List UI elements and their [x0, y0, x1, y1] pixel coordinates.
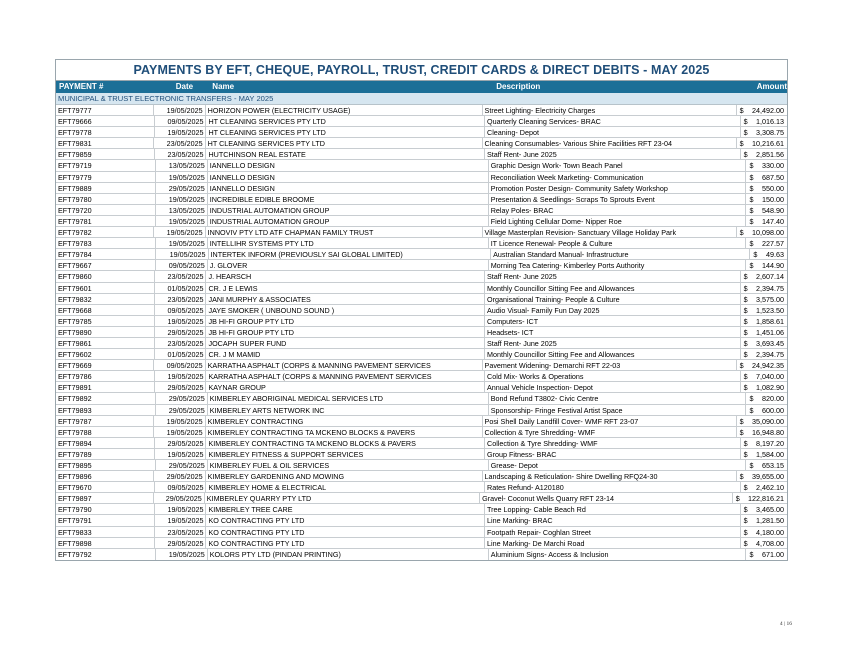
name-cell: JB HI-FI GROUP PTY LTD — [206, 316, 485, 326]
payment-number-cell: EFT79895 — [56, 460, 156, 470]
currency-cell: $ — [735, 494, 740, 504]
description-cell: Group Fitness- BRAC — [485, 449, 741, 459]
table-row — [56, 449, 787, 460]
payment-number-cell: EFT79891 — [56, 382, 155, 392]
amount-cell: 10,098.00 — [752, 228, 784, 238]
description-cell: Staff Rent- June 2025 — [485, 338, 741, 348]
table-row — [56, 549, 787, 560]
name-cell: J. GLOVER — [208, 260, 489, 270]
currency-cell: $ — [743, 449, 748, 459]
currency-cell: $ — [739, 361, 744, 371]
date-cell: 19/05/2025 — [156, 238, 208, 248]
currency-cell: $ — [743, 527, 748, 537]
date-cell: 09/05/2025 — [155, 305, 207, 315]
date-cell: 19/05/2025 — [155, 449, 207, 459]
table-row — [56, 194, 787, 205]
name-cell: HORIZON POWER (ELECTRICITY USAGE) — [206, 105, 483, 115]
amount-cell: 330.00 — [762, 161, 784, 171]
payment-number-cell: EFT79833 — [56, 527, 155, 537]
description-cell: Cold Mix- Works & Operations — [485, 371, 741, 381]
description-cell: Line Marking- BRAC — [485, 515, 741, 525]
table-row — [56, 360, 787, 371]
currency-cell: $ — [749, 405, 754, 415]
date-cell: 19/05/2025 — [154, 105, 206, 115]
amount-cell: 1,858.61 — [756, 316, 784, 326]
description-cell: Pavement Widening- Demarchi RFT 22-03 — [483, 360, 737, 370]
date-cell: 19/05/2025 — [154, 227, 206, 237]
amount-cell: 687.50 — [762, 172, 784, 182]
description-cell: Monthly Councillor Sitting Fee and Allowances — [485, 283, 741, 293]
payment-number-cell: EFT79779 — [56, 172, 156, 182]
description-cell: Cleaning- Depot — [485, 127, 741, 137]
name-cell: KIMBERLEY FUEL & OIL SERVICES — [208, 460, 489, 470]
payments-table — [55, 59, 788, 561]
table-row — [56, 327, 787, 338]
amount-cell: 3,308.75 — [756, 128, 784, 138]
table-row — [56, 504, 787, 515]
amount-cell: 150.00 — [762, 194, 784, 204]
payment-number-cell: EFT79602 — [56, 349, 155, 359]
description-cell: Staff Rent- June 2025 — [485, 271, 741, 281]
amount-cell: 1,082.90 — [756, 383, 784, 393]
payment-number-cell: EFT79668 — [56, 305, 155, 315]
name-cell: IANNELLO DESIGN — [208, 172, 489, 182]
date-cell: 19/05/2025 — [155, 504, 207, 514]
amount-cell: 122,816.21 — [748, 494, 784, 504]
payment-number-cell: EFT79784 — [56, 249, 156, 259]
amount-cell: 147.40 — [762, 216, 784, 226]
date-cell: 19/05/2025 — [156, 249, 209, 259]
amount-cell: 2,851.56 — [756, 150, 784, 160]
table-row — [56, 538, 787, 549]
amount-cell: 1,016.13 — [756, 117, 784, 127]
table-row — [56, 515, 787, 526]
name-cell: INNOVIV PTY LTD ATF CHAPMAN FAMILY TRUST — [206, 227, 483, 237]
payment-number-cell: EFT79720 — [56, 205, 156, 215]
currency-cell: $ — [743, 283, 748, 293]
amount-cell: 49.63 — [765, 250, 784, 260]
currency-cell: $ — [739, 228, 744, 238]
table-row — [56, 305, 787, 316]
description-cell: Morning Tea Catering- Kimberley Ports Authority — [489, 260, 747, 270]
table-row — [56, 271, 787, 282]
payment-number-cell: EFT79601 — [56, 283, 155, 293]
header-name: Name — [212, 82, 235, 91]
payment-number-cell: EFT79786 — [56, 371, 155, 381]
description-cell: Sponsorship- Fringe Festival Artist Space — [489, 405, 747, 415]
payment-number-cell: EFT79785 — [56, 316, 155, 326]
table-body — [56, 105, 787, 560]
name-cell: KIMBERLEY FITNESS & SUPPORT SERVICES — [206, 449, 485, 459]
table-row — [56, 149, 787, 160]
currency-cell: $ — [743, 438, 748, 448]
name-cell: JANI MURPHY & ASSOCIATES — [206, 294, 485, 304]
table-row — [56, 138, 787, 149]
currency-cell: $ — [749, 194, 754, 204]
date-cell: 01/05/2025 — [155, 283, 207, 293]
date-cell: 23/05/2025 — [155, 294, 207, 304]
amount-cell: 24,492.00 — [752, 106, 784, 115]
page-title: PAYMENTS BY EFT, CHEQUE, PAYROLL, TRUST, CREDIT CARDS & DIRECT DEBITS - MAY 2025 — [56, 60, 787, 81]
description-cell: Staff Rent- June 2025 — [485, 149, 741, 159]
payment-number-cell: EFT79791 — [56, 515, 155, 525]
description-cell: Headsets- ICT — [485, 327, 741, 337]
currency-cell: $ — [739, 472, 744, 482]
name-cell: INTERTEK INFORM (PREVIOUSLY SAI GLOBAL LIMITED) — [209, 249, 492, 259]
currency-cell: $ — [749, 261, 754, 271]
date-cell: 19/05/2025 — [156, 216, 208, 226]
table-row — [56, 338, 787, 349]
table-row — [56, 183, 787, 194]
name-cell: KIMBERLEY ABORIGINAL MEDICAL SERVICES LTD — [208, 393, 489, 403]
date-cell: 09/05/2025 — [155, 116, 207, 126]
description-cell: Organisational Training- People & Culture — [485, 294, 741, 304]
date-cell: 13/05/2025 — [156, 205, 208, 215]
description-cell: Computers- ICT — [485, 316, 741, 326]
payment-number-cell: EFT79788 — [56, 427, 154, 437]
currency-cell: $ — [749, 394, 754, 404]
name-cell: KIMBERLEY QUARRY PTY LTD — [205, 493, 480, 503]
description-cell: Village Masterplan Revision- Sanctuary Village Holiday Park — [483, 227, 737, 237]
payment-number-cell: EFT79898 — [56, 538, 155, 548]
name-cell: INDUSTRIAL AUTOMATION GROUP — [208, 216, 489, 226]
table-row — [56, 460, 787, 471]
payment-number-cell: EFT79893 — [56, 405, 156, 415]
name-cell: KOLORS PTY LTD (PINDAN PRINTING) — [208, 549, 489, 560]
payment-number-cell: EFT79889 — [56, 183, 156, 193]
payment-number-cell: EFT79787 — [56, 416, 154, 426]
name-cell: CR. J E LEWIS — [206, 283, 485, 293]
name-cell: JOCAPH SUPER FUND — [206, 338, 485, 348]
date-cell: 19/05/2025 — [154, 416, 206, 426]
table-row — [56, 105, 787, 116]
date-cell: 29/05/2025 — [154, 493, 205, 503]
description-cell: Field Lighting Cellular Dome- Nipper Roe — [489, 216, 747, 226]
date-cell: 29/05/2025 — [155, 438, 207, 448]
name-cell: IANNELLO DESIGN — [208, 183, 489, 193]
description-cell: Landscaping & Reticulation- Shire Dwelling RFQ24-30 — [483, 471, 737, 481]
amount-cell: 35,090.00 — [752, 416, 784, 426]
date-cell: 19/05/2025 — [155, 127, 207, 137]
date-cell: 29/05/2025 — [155, 327, 207, 337]
date-cell: 29/05/2025 — [155, 382, 207, 392]
table-row — [56, 249, 787, 260]
name-cell: KO CONTRACTING PTY LTD — [206, 515, 485, 525]
name-cell: HT CLEANING SERVICES PTY LTD — [206, 116, 485, 126]
amount-cell: 653.15 — [762, 461, 784, 470]
currency-cell: $ — [743, 483, 748, 493]
amount-cell: 227.57 — [762, 239, 784, 249]
payment-number-cell: EFT79860 — [56, 271, 155, 281]
name-cell: INCREDIBLE EDIBLE BROOME — [208, 194, 489, 204]
amount-cell: 3,465.00 — [756, 505, 784, 515]
description-cell: Presentation & Seedlings- Scraps To Sprouts Event — [489, 194, 747, 204]
amount-cell: 2,394.75 — [756, 350, 784, 360]
name-cell: KARRATHA ASPHALT (CORPS & MANNING PAVEMENT SERVICES — [206, 360, 483, 370]
date-cell: 19/05/2025 — [155, 371, 207, 381]
payment-number-cell: EFT79778 — [56, 127, 155, 137]
amount-cell: 1,451.06 — [756, 327, 784, 337]
date-cell: 09/05/2025 — [155, 482, 207, 492]
description-cell: Australian Standard Manual- Infrastructure — [491, 249, 750, 259]
table-row — [56, 216, 787, 227]
description-cell: Cleaning Consumables- Various Shire Facilities RFT 23-04 — [483, 138, 737, 148]
amount-cell: 8,197.20 — [756, 438, 784, 448]
date-cell: 29/05/2025 — [156, 405, 208, 415]
header-amount: Amount — [756, 82, 787, 91]
currency-cell: $ — [739, 106, 744, 115]
name-cell: INTELLIHR SYSTEMS PTY LTD — [208, 238, 489, 248]
description-cell: Aluminium Signs- Access & Inclusion — [489, 549, 747, 560]
payment-number-cell: EFT79832 — [56, 294, 155, 304]
amount-cell: 600.00 — [762, 405, 784, 415]
name-cell: KIMBERLEY CONTRACTING TA MCKENO BLOCKS & PAVERS — [206, 427, 483, 437]
currency-cell: $ — [739, 427, 744, 437]
description-cell: Bond Refund T3802- Civic Centre — [489, 393, 747, 403]
header-description: Description — [496, 82, 541, 91]
payment-number-cell: EFT79896 — [56, 471, 154, 481]
name-cell: JAYE SMOKER ( UNBOUND SOUND ) — [206, 305, 485, 315]
description-cell: Line Marking- De Marchi Road — [485, 538, 741, 548]
table-row — [56, 471, 787, 482]
table-row — [56, 260, 787, 271]
currency-cell: $ — [743, 316, 748, 326]
date-cell: 13/05/2025 — [156, 160, 208, 170]
name-cell: KIMBERLEY CONTRACTING — [206, 416, 483, 426]
currency-cell: $ — [743, 327, 748, 337]
amount-cell: 144.90 — [762, 261, 784, 271]
name-cell: HT CLEANING SERVICES PTY LTD — [206, 127, 485, 137]
description-cell: Collection & Tyre Shredding- WMF — [485, 438, 741, 448]
table-row — [56, 371, 787, 382]
description-cell: Footpath Repair- Coghlan Street — [485, 527, 741, 537]
currency-cell: $ — [749, 161, 754, 171]
name-cell: HUTCHINSON REAL ESTATE — [206, 149, 485, 159]
name-cell: INDUSTRIAL AUTOMATION GROUP — [208, 205, 489, 215]
amount-cell: 4,180.00 — [756, 527, 784, 537]
date-cell: 23/05/2025 — [155, 527, 207, 537]
amount-cell: 3,693.45 — [756, 338, 784, 348]
currency-cell: $ — [749, 239, 754, 249]
name-cell: HT CLEANING SERVICES PTY LTD — [206, 138, 483, 148]
table-row — [56, 227, 787, 238]
name-cell: KIMBERLEY GARDENING AND MOWING — [206, 471, 483, 481]
payment-number-cell: EFT79859 — [56, 149, 155, 159]
currency-cell: $ — [743, 516, 748, 526]
name-cell: KAYNAR GROUP — [206, 382, 485, 392]
description-cell: IT Licence Renewal- People & Culture — [489, 238, 747, 248]
date-cell: 19/05/2025 — [156, 549, 208, 560]
payment-number-cell: EFT79894 — [56, 438, 155, 448]
currency-cell: $ — [753, 250, 758, 260]
header-payment: PAYMENT # — [59, 82, 104, 91]
amount-cell: 1,281.50 — [756, 516, 784, 526]
table-row — [56, 438, 787, 449]
amount-cell: 548.90 — [762, 205, 784, 215]
section-heading: MUNICIPAL & TRUST ELECTRONIC TRANSFERS - MAY 2025 — [56, 93, 787, 105]
description-cell: Quarterly Cleaning Services- BRAC — [485, 116, 741, 126]
table-row — [56, 172, 787, 183]
date-cell: 29/05/2025 — [155, 538, 207, 548]
date-cell: 09/05/2025 — [154, 360, 206, 370]
payment-number-cell: EFT79777 — [56, 105, 154, 115]
date-cell: 01/05/2025 — [155, 349, 207, 359]
table-row — [56, 482, 787, 493]
amount-cell: 2,394.75 — [756, 283, 784, 293]
description-cell: Promotion Poster Design- Community Safety Workshop — [489, 183, 747, 193]
amount-cell: 24,942.35 — [752, 361, 784, 371]
description-cell: Tree Lopping- Cable Beach Rd — [485, 504, 741, 514]
date-cell: 23/05/2025 — [155, 149, 207, 159]
table-row — [56, 316, 787, 327]
table-row — [56, 382, 787, 393]
amount-cell: 39,655.00 — [752, 472, 784, 482]
date-cell: 19/05/2025 — [156, 194, 208, 204]
name-cell: KIMBERLEY TREE CARE — [206, 504, 485, 514]
name-cell: KO CONTRACTING PTY LTD — [206, 527, 485, 537]
description-cell: Graphic Design Work- Town Beach Panel — [489, 160, 747, 170]
name-cell: KIMBERLEY CONTRACTING TA MCKENO BLOCKS & PAVERS — [206, 438, 485, 448]
date-cell: 19/05/2025 — [156, 172, 208, 182]
payment-number-cell: EFT79719 — [56, 160, 156, 170]
payment-number-cell: EFT79890 — [56, 327, 155, 337]
amount-cell: 3,575.00 — [756, 294, 784, 304]
currency-cell: $ — [749, 461, 754, 470]
date-cell: 29/05/2025 — [156, 393, 208, 403]
page-number: 4 | 16 — [779, 621, 792, 627]
amount-cell: 550.00 — [762, 183, 784, 193]
table-row — [56, 294, 787, 305]
date-cell: 29/05/2025 — [154, 471, 206, 481]
description-cell: Grease- Depot — [489, 460, 747, 470]
description-cell: Monthly Councillor Sitting Fee and Allowances — [485, 349, 741, 359]
table-header — [56, 81, 787, 93]
table-row — [56, 283, 787, 294]
currency-cell: $ — [739, 139, 744, 149]
table-row — [56, 405, 787, 416]
currency-cell: $ — [743, 128, 748, 138]
date-cell: 29/05/2025 — [156, 183, 208, 193]
description-cell: Audio Visual- Family Fun Day 2025 — [485, 305, 741, 315]
amount-cell: 2,607.14 — [756, 272, 784, 282]
payment-number-cell: EFT79892 — [56, 393, 156, 403]
payment-number-cell: EFT79670 — [56, 482, 155, 492]
name-cell: KIMBERLEY HOME & ELECTRICAL — [206, 482, 485, 492]
description-cell: Rates Refund- A120180 — [485, 482, 741, 492]
amount-cell: 10,216.61 — [752, 139, 784, 149]
payment-number-cell: EFT79669 — [56, 360, 154, 370]
currency-cell: $ — [743, 305, 748, 315]
currency-cell: $ — [749, 205, 754, 215]
payment-number-cell: EFT79783 — [56, 238, 156, 248]
amount-cell: 1,584.00 — [756, 449, 784, 459]
payment-number-cell: EFT79861 — [56, 338, 155, 348]
description-cell: Annual Vehicle Inspection- Depot — [485, 382, 741, 392]
currency-cell: $ — [743, 383, 748, 393]
payment-number-cell: EFT79782 — [56, 227, 154, 237]
date-cell: 23/05/2025 — [155, 271, 207, 281]
date-cell: 19/05/2025 — [155, 515, 207, 525]
currency-cell: $ — [749, 183, 754, 193]
table-row — [56, 416, 787, 427]
header-date: Date — [175, 82, 194, 91]
table-row — [56, 127, 787, 138]
amount-cell: 671.00 — [762, 549, 784, 559]
table-row — [56, 427, 787, 438]
currency-cell: $ — [749, 549, 754, 559]
currency-cell: $ — [743, 150, 748, 160]
currency-cell: $ — [743, 117, 748, 127]
table-row — [56, 116, 787, 127]
name-cell: JB HI-FI GROUP PTY LTD — [206, 327, 485, 337]
name-cell: KARRATHA ASPHALT (CORPS & MANNING PAVEMENT SERVICES — [206, 371, 485, 381]
description-cell: Reconciliation Week Marketing- Communication — [489, 172, 747, 182]
name-cell: IANNELLO DESIGN — [208, 160, 489, 170]
currency-cell: $ — [743, 294, 748, 304]
amount-cell: 820.00 — [762, 394, 784, 404]
amount-cell: 1,523.50 — [756, 305, 784, 315]
amount-cell: 2,462.10 — [756, 483, 784, 493]
description-cell: Street Lighting- Electricity Charges — [483, 105, 737, 115]
table-row — [56, 393, 787, 404]
amount-cell: 7,040.00 — [756, 372, 784, 382]
payment-number-cell: EFT79792 — [56, 549, 156, 560]
amount-cell: 4,708.00 — [756, 538, 784, 548]
currency-cell: $ — [743, 338, 748, 348]
name-cell: J. HEARSCH — [206, 271, 485, 281]
date-cell: 19/05/2025 — [154, 427, 206, 437]
currency-cell: $ — [743, 350, 748, 360]
payment-number-cell: EFT79831 — [56, 138, 154, 148]
date-cell: 23/05/2025 — [155, 338, 207, 348]
table-row — [56, 527, 787, 538]
name-cell: KO CONTRACTING PTY LTD — [206, 538, 485, 548]
payment-number-cell: EFT79789 — [56, 449, 155, 459]
payment-number-cell: EFT79667 — [56, 260, 156, 270]
name-cell: KIMBERLEY ARTS NETWORK INC — [208, 405, 489, 415]
payment-number-cell: EFT79897 — [56, 493, 154, 503]
currency-cell: $ — [743, 505, 748, 515]
date-cell: 29/05/2025 — [156, 460, 208, 470]
date-cell: 19/05/2025 — [155, 316, 207, 326]
description-cell: Relay Poles- BRAC — [489, 205, 747, 215]
name-cell: CR. J M MAMID — [206, 349, 485, 359]
currency-cell: $ — [749, 216, 754, 226]
currency-cell: $ — [739, 416, 744, 426]
table-row — [56, 349, 787, 360]
payment-number-cell: EFT79781 — [56, 216, 156, 226]
table-row — [56, 160, 787, 171]
description-cell: Collection & Tyre Shredding- WMF — [483, 427, 737, 437]
payment-number-cell: EFT79780 — [56, 194, 156, 204]
description-cell: Posi Shell Daily Landfill Cover- WMF RFT 23-07 — [483, 416, 737, 426]
currency-cell: $ — [749, 172, 754, 182]
date-cell: 23/05/2025 — [154, 138, 206, 148]
currency-cell: $ — [743, 272, 748, 282]
table-row — [56, 238, 787, 249]
payment-number-cell: EFT79790 — [56, 504, 155, 514]
description-cell: Gravel- Coconut Wells Quarry RFT 23-14 — [480, 493, 733, 503]
currency-cell: $ — [743, 538, 748, 548]
payment-number-cell: EFT79666 — [56, 116, 155, 126]
amount-cell: 16,948.80 — [752, 427, 784, 437]
table-row — [56, 205, 787, 216]
table-row — [56, 493, 787, 504]
date-cell: 09/05/2025 — [156, 260, 208, 270]
currency-cell: $ — [743, 372, 748, 382]
